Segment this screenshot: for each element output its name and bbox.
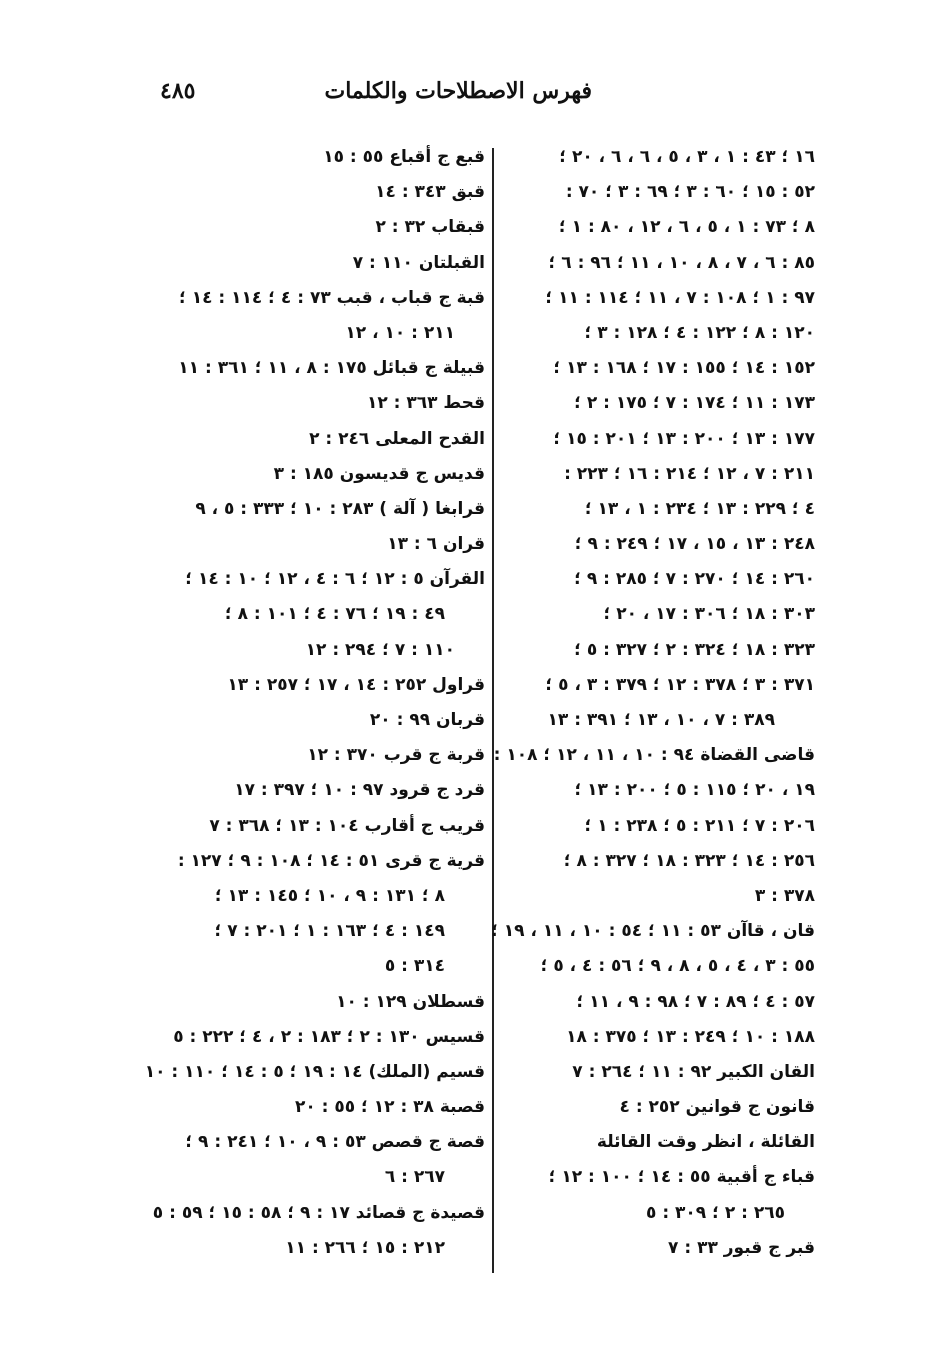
index-line: ٣٢٣ : ١٨ ؛ ٣٢٤ : ٢ ؛ ٣٢٧ : ٥ ؛ — [574, 639, 815, 660]
index-line: ٣٧١ : ٣ ؛ ٣٧٨ : ١٢ ؛ ٣٧٩ : ٣ ، ٥ ؛ — [545, 674, 815, 695]
index-line: ١٧٧ : ١٣ ؛ ٢٠٠ : ١٣ ؛ ٢٠١ : ١٥ ؛ — [553, 428, 815, 449]
index-line: ٢٤٨ : ١٣ ، ١٥ ، ١٧ ؛ ٢٤٩ : ٩ ؛ — [574, 534, 815, 555]
index-entry: قرد ج قرود ٩٧ : ١٠ ؛ ٣٩٧ : ١٧ — [234, 780, 485, 801]
index-line: ٥٥ : ٣ ، ٤ ، ٥ ، ٨ ، ٩ ؛ ٥٦ : ٤ ، ٥ ؛ — [540, 956, 815, 977]
index-line: ٥٢ : ١٥ ؛ ٦٠ : ٣ ؛ ٦٩ : ٣ ؛ ٧٠ : — [565, 182, 815, 203]
index-entry: قانون ج قوانين ٢٥٢ : ٤ — [619, 1097, 815, 1118]
index-line: ٨ ؛ ١٣١ : ٩ ، ١٠ ؛ ١٤٥ : ١٣ ؛ — [214, 885, 445, 906]
index-entry: القان الكبير ٩٢ : ١١ ؛ ٢٦٤ : ٧ — [572, 1061, 815, 1082]
index-line: ٨ ؛ ٧٣ : ١ ، ٥ ، ٦ ، ١٢ ، ٨٠ : ١ ؛ — [558, 217, 815, 238]
index-line: ٢١١ : ٧ ، ١٢ ؛ ٢١٤ : ١٦ ؛ ٢٢٣ : — [564, 463, 815, 484]
index-entry: قرابغا ( آلة ) ٢٨٣ : ١٠ ؛ ٣٣٣ : ٥ ، ٩ — [195, 498, 485, 519]
index-column-right — [480, 140, 815, 1266]
index-entry: قبر ج قبور ٣٣ : ٧ — [668, 1237, 815, 1258]
index-line: ٢٦٥ : ٢ ؛ ٣٠٩ : ٥ — [646, 1202, 785, 1223]
index-line: ٤ ؛ ٢٢٩ : ١٣ ؛ ٢٣٤ : ١ ، ١٣ ؛ — [584, 498, 815, 519]
index-entry: قبع ج أقباع ٥٥ : ١٥ — [323, 147, 485, 167]
index-line: ٢٥٦ : ١٤ ؛ ٣٢٣ : ١٨ ؛ ٣٢٧ : ٨ ؛ — [563, 850, 815, 871]
index-entry: قبق ٣٤٣ : ١٤ — [375, 182, 485, 203]
index-line: ٣٧٨ : ٣ — [754, 885, 815, 906]
index-line: ٨٥ : ٦ ، ٧ ، ٨ ، ١٠ ، ١١ ؛ ٩٦ : ٦ ؛ — [548, 252, 815, 273]
index-line: ٢٦٠ : ١٤ ؛ ٢٧٠ : ٧ ؛ ٢٨٥ : ٩ ؛ — [574, 569, 815, 590]
index-entry: القرآن ٥ : ١٢ ؛ ٦ : ٤ ، ١٢ ؛ ١٠ : ١٤ ؛ — [185, 569, 485, 590]
index-line: ١٥٢ : ١٤ ؛ ١٥٥ : ١٧ ؛ ١٦٨ : ١٣ ؛ — [553, 358, 815, 379]
index-entry: قحط ٣٦٣ : ١٢ — [366, 393, 485, 414]
index-entry: قباء ج أقبية ٥٥ : ١٤ ؛ ١٠٠ : ١٢ ؛ — [548, 1167, 815, 1188]
index-line: ١٦ ؛ ٤٣ : ١ ، ٣ ، ٥ ، ٦ ، ٦ ، ٢٠ ؛ — [559, 147, 815, 167]
index-entry: قديس ج قديسون ١٨٥ : ٣ — [273, 463, 485, 484]
index-entry: قرية ج قرى ٥١ : ١٤ ؛ ١٠٨ : ٩ ؛ ١٢٧ : — [177, 850, 485, 871]
index-entry: قسيم (الملك) ١٤ : ١٩ ؛ ٥ : ١٤ ؛ ١١٠ : ١٠ — [144, 1061, 485, 1082]
index-entry: القائلة ، انظر وقت القائلة — [596, 1132, 815, 1153]
index-entry: قبيلة ج قبائل ١٧٥ : ٨ ، ١١ ؛ ٣٦١ : ١١ — [178, 358, 485, 379]
index-entry: القدح المعلى ٢٤٦ : ٢ — [309, 428, 485, 449]
index-line: ١٨٨ : ١٠ ؛ ٢٤٩ : ١٣ ؛ ٣٧٥ : ١٨ — [566, 1026, 815, 1047]
index-line: ١٩ ، ٢٠ ؛ ١١٥ : ٥ ؛ ٢٠٠ : ١٣ ؛ — [574, 780, 815, 801]
index-line: ٤٩ : ١٩ ؛ ٧٦ : ٤ ؛ ١٠١ : ٨ ؛ — [224, 604, 445, 625]
index-entry: قران ٦ : ١٣ — [387, 534, 485, 555]
index-entry: قريب ج أقارب ١٠٤ : ١٣ ؛ ٣٦٨ : ٧ — [209, 815, 485, 836]
index-line: ٩٧ : ١ ؛ ١٠٨ : ٧ ، ١١ ؛ ١١٤ : ١١ ؛ — [545, 287, 815, 308]
index-line: ١١٠ : ٧ ؛ ٢٩٤ : ١٢ — [305, 639, 455, 660]
index-line: ١٤٩ : ٤ ؛ ١٦٣ : ١ ؛ ٢٠١ : ٧ ؛ — [214, 921, 445, 942]
index-entry: قربان ٩٩ : ٢٠ — [369, 710, 485, 730]
page-number: ٤٨٥ — [160, 78, 196, 104]
index-entry: قسطلان ١٢٩ : ١٠ — [336, 991, 485, 1012]
index-line: ٣١٤ : ٥ — [384, 956, 445, 977]
index-entry: قان ، قاآن ٥٣ : ١١ ؛ ٥٤ : ١٠ ، ١١ ، ١٩ ؛ — [491, 921, 815, 942]
index-line: ٣٠٣ : ١٨ ؛ ٣٠٦ : ١٧ ، ٢٠ ؛ — [603, 604, 815, 625]
index-entry: قصة ج قصص ٥٣ : ٩ ، ١٠ ؛ ٢٤١ : ٩ ؛ — [185, 1132, 485, 1153]
page-title: فهرس الاصطلاحات والكلمات — [324, 78, 592, 104]
index-entry: قبة ج قباب ، قبب ٧٣ : ٤ ؛ ١١٤ : ١٤ ؛ — [179, 287, 485, 308]
index-entry: قصيدة ج قصائد ١٧ : ٩ ؛ ٥٨ : ١٥ ؛ ٥٩ : ٥ — [152, 1202, 485, 1223]
index-column-left — [120, 140, 485, 1266]
page-header — [120, 78, 820, 118]
index-line: ١٧٣ : ١١ ؛ ١٧٤ : ٧ ؛ ١٧٥ : ٢ ؛ — [574, 393, 815, 414]
index-entry: قربة ج قرب ٣٧٠ : ١٢ — [307, 745, 485, 766]
index-entry: قبقاب ٣٢ : ٢ — [375, 217, 485, 238]
index-line: ٢٠٦ : ٧ ؛ ٢١١ : ٥ ؛ ٢٣٨ : ١ ؛ — [584, 815, 815, 836]
index-line: ٥٧ : ٤ ؛ ٨٩ : ٧ ؛ ٩٨ : ٩ ، ١١ ؛ — [576, 991, 815, 1012]
index-entry: قراول ٢٥٢ : ١٤ ، ١٧ ؛ ٢٥٧ : ١٣ — [227, 674, 485, 695]
index-line: ٣٨٩ : ٧ ، ١٠ ، ١٣ ؛ ٣٩١ : ١٣ — [547, 710, 775, 730]
index-entry: قاضى القضاة ٩٤ : ١٠ ، ١١ ، ١٢ ؛ ١٠٨ : — [493, 745, 815, 766]
index-entry: القبلتان ١١٠ : ٧ — [352, 252, 485, 273]
index-line: ٢١١ : ١٠ ، ١٢ — [345, 322, 455, 343]
index-line: ١٢٠ : ٨ ؛ ١٢٢ : ٤ ؛ ١٢٨ : ٣ ؛ — [584, 322, 815, 343]
index-entry: قسيس ١٣٠ : ٢ ؛ ١٨٣ : ٢ ، ٤ ؛ ٢٢٢ : ٥ — [173, 1026, 485, 1047]
index-line: ٢٦٧ : ٦ — [384, 1167, 445, 1188]
index-entry: قصبة ٣٨ : ١٢ ؛ ٥٥ : ٢٠ — [294, 1097, 485, 1118]
index-line: ٢١٢ : ١٥ ؛ ٢٦٦ : ١١ — [285, 1237, 445, 1258]
